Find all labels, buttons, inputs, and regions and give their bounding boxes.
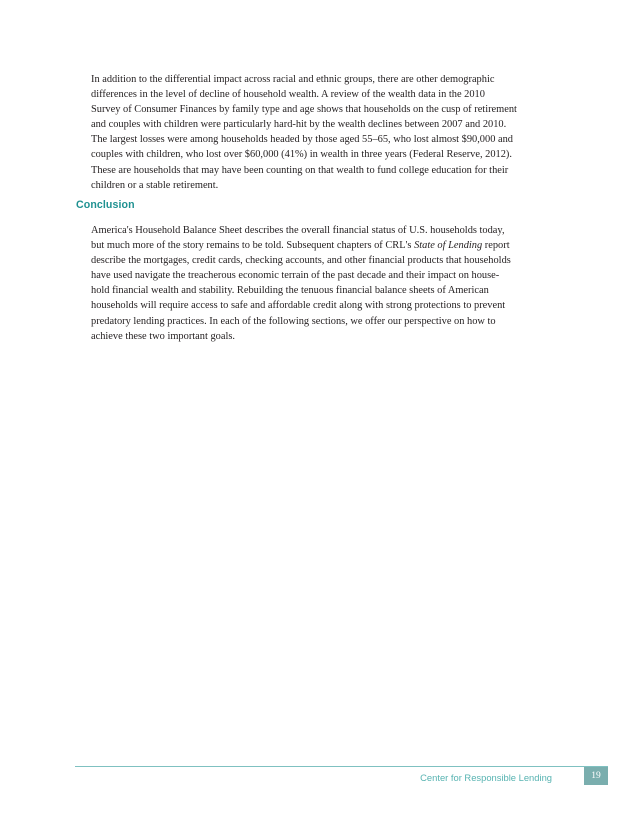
conclusion-line: predatory lending practices. In each of the following sections, we offer our perspective on how to <box>91 315 496 327</box>
intro-line: and couples with children were particularly hard-hit by the wealth declines between 2007 and 2010. <box>91 119 507 131</box>
conclusion-line-with-title <box>91 238 571 253</box>
intro-line: In addition to the differential impact across racial and ethnic groups, there are other demographic <box>91 74 495 85</box>
conclusion-line: achieve these two important goals. <box>91 330 235 342</box>
intro-line: These are households that may have been counting on that wealth to fund college education for their <box>91 164 509 176</box>
conclusion-line: have used navigate the treacherous economic terrain of the past decade and their impact on house- <box>91 270 500 282</box>
footer-divider <box>75 766 608 767</box>
intro-line: differences in the level of decline of household wealth. A review of the wealth data in the 2010 <box>91 89 485 101</box>
intro-line: children or a stable retirement. <box>91 179 219 191</box>
conclusion-line-text-end: report <box>482 240 510 252</box>
conclusion-line: America's Household Balance Sheet describes the overall financial status of U.S. households today, <box>91 225 505 236</box>
page-number: 19 <box>584 767 608 785</box>
conclusion-line: describe the mortgages, credit cards, checking accounts, and other financial products that households <box>91 255 511 267</box>
conclusion-line: hold financial wealth and stability. Rebuilding the tenuous financial balance sheets of American <box>91 285 489 297</box>
footer-organization: Center for Responsible Lending <box>420 772 552 783</box>
conclusion-line-text: but much more of the story remains to be told. Subsequent chapters of CRL's <box>91 240 415 252</box>
intro-line: Survey of Consumer Finances by family type and age shows that households on the cusp of retirement <box>91 104 517 116</box>
conclusion-paragraph <box>91 223 571 344</box>
conclusion-line: households will require access to safe and affordable credit along with strong protections to prevent <box>91 300 506 312</box>
section-heading-conclusion: Conclusion <box>76 199 135 211</box>
intro-paragraph <box>91 72 571 193</box>
intro-line: couples with children, who lost over $60,000 (41%) in wealth in three years (Federal Reserve, 2012). <box>91 149 512 161</box>
report-title: State of Lending <box>414 240 483 252</box>
intro-line: The largest losses were among households headed by those aged 55–65, who lost almost $90,000 and <box>91 134 513 146</box>
